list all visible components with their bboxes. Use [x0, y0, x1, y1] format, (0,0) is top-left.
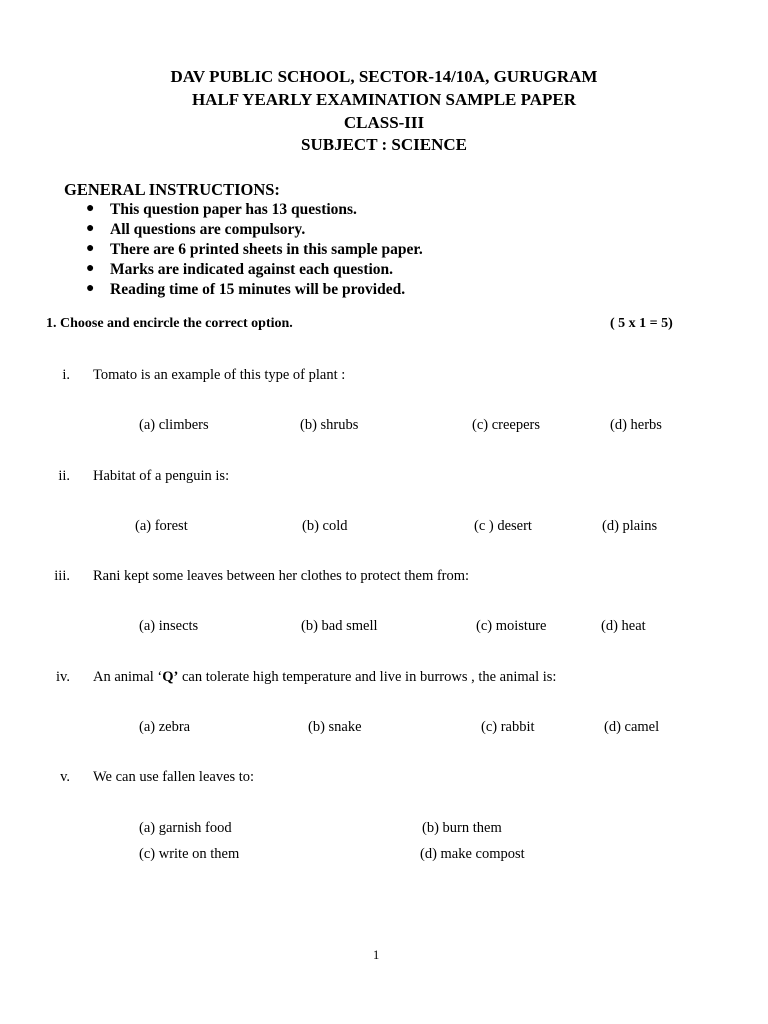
- option-c: (c ) desert: [474, 518, 532, 534]
- instruction-item: ● This question paper has 13 questions.: [86, 201, 357, 218]
- option-d: (d) camel: [604, 719, 660, 735]
- instruction-item: ● Marks are indicated against each question.: [86, 261, 394, 278]
- school-name: DAV PUBLIC SCHOOL, SECTOR-14/10A, GURUGRAM: [170, 67, 598, 86]
- option-b: (b) burn them: [422, 820, 502, 836]
- question-stem: Tomato is an example of this type of plant :: [93, 367, 346, 383]
- instruction-item: ● Reading time of 15 minutes will be provided.: [86, 281, 406, 298]
- option-d: (d) heat: [601, 618, 646, 634]
- option-b: (b) cold: [302, 518, 348, 534]
- part-number: iv.: [56, 669, 70, 685]
- animal-label: Q’: [162, 669, 179, 685]
- exam-title: HALF YEARLY EXAMINATION SAMPLE PAPER: [191, 90, 577, 109]
- option-b: (b) bad smell: [301, 618, 378, 634]
- bullet-icon: ●: [86, 221, 95, 236]
- option-c: (c) moisture: [476, 618, 547, 634]
- part-number: v.: [60, 769, 70, 785]
- question-1-title: 1. Choose and encircle the correct option.: [46, 316, 293, 331]
- bullet-icon: ●: [86, 241, 95, 256]
- bullet-icon: ●: [86, 281, 95, 296]
- part-number: i.: [62, 367, 70, 383]
- bullet-icon: ●: [86, 261, 95, 276]
- page-number: 1: [373, 948, 380, 962]
- option-d: (d) plains: [602, 518, 658, 534]
- option-a: (a) zebra: [139, 719, 191, 735]
- option-c: (c) creepers: [472, 417, 541, 433]
- option-c: (c) rabbit: [481, 719, 535, 735]
- option-c: (c) write on them: [139, 846, 240, 862]
- question-1-marks: ( 5 x 1 = 5): [610, 316, 673, 331]
- option-a: (a) climbers: [139, 417, 209, 433]
- instruction-item: ● All questions are compulsory.: [86, 221, 306, 238]
- question-stem: An animal ‘Q’ can tolerate high temperature and live in burrows , the animal is:: [93, 669, 557, 685]
- question-stem: Rani kept some leaves between her clothes to protect them from:: [93, 568, 470, 584]
- instruction-item: ● There are 6 printed sheets in this sample paper.: [86, 241, 423, 258]
- option-a: (a) insects: [139, 618, 199, 634]
- part-number: iii.: [54, 568, 70, 584]
- part-number: ii.: [58, 468, 70, 484]
- option-a: (a) garnish food: [139, 820, 232, 836]
- bullet-icon: ●: [86, 201, 95, 216]
- question-stem: We can use fallen leaves to:: [93, 769, 255, 785]
- class-label: CLASS-III: [343, 113, 425, 132]
- option-d: (d) herbs: [610, 417, 662, 433]
- question-stem: Habitat of a penguin is:: [93, 468, 230, 484]
- option-d: (d) make compost: [420, 846, 525, 862]
- option-b: (b) shrubs: [300, 417, 359, 433]
- option-a: (a) forest: [135, 518, 188, 534]
- subject-label: SUBJECT : SCIENCE: [301, 135, 467, 154]
- option-b: (b) snake: [308, 719, 362, 735]
- instructions-title: GENERAL INSTRUCTIONS:: [64, 180, 280, 199]
